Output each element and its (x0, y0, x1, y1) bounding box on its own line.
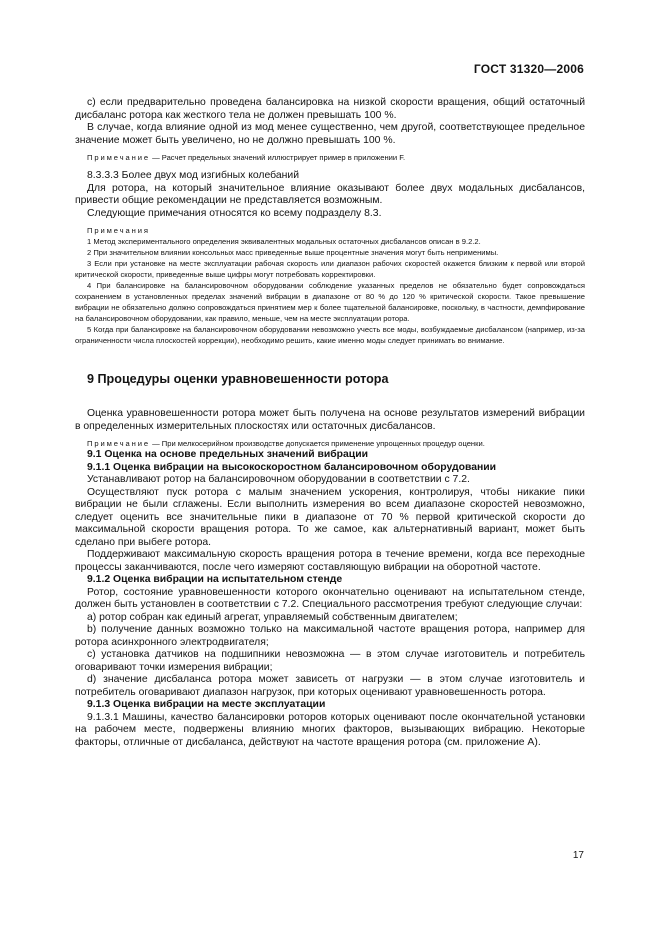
section-9-note: Примечание — При мелкосерийном производстве допускается применение упрощенных процедур оценки. (87, 439, 485, 448)
paragraph-9-1-1-b: Осуществляют пуск ротора с малым значением ускорения, контролируя, чтобы никакие пики вибрации не были сглажены. Если выполнить измерения во всем диапазоне скоростей невозможно, следует оценить все значительные пики в диапазоне от 70 % первой критической скорости до максимальной скорости вращения ротора. То же самое, как альтернативный вариант, может быть сделано при выбеге ротора. (75, 486, 585, 548)
heading-9-1-3: 9.1.3 Оценка вибрации на месте эксплуатации (87, 699, 326, 710)
page-number: 17 (572, 850, 584, 861)
section-9-title: 9 Процедуры оценки уравновешенности ротора (87, 372, 389, 386)
note-text: — Расчет предельных значений иллюстрирует пример в приложении F. (149, 153, 406, 162)
paragraph-9-1-1-c: Поддерживают максимальную скорость вращения ротора в течение времени, когда все переходные процессы заканчиваются, после чего измеряют составляющую вибрации на оборотной частоте. (75, 549, 585, 573)
section-9-intro: Оценка уравновешенности ротора может быть получена на основе результатов измерений вибрации в определенных измерительных плоскостях или остаточных дисбалансов. (75, 408, 585, 432)
list-item-b: b) получение данных возможно только на максимальной частоте вращения ротора, например для ротора асинхронного электродвигателя; (75, 624, 585, 648)
list-item-a: a) ротор собран как единый агрегат, управляемый собственным двигателем; (87, 611, 458, 623)
paragraph-8-3-scope: Следующие примечания относятся ко всему подразделу 8.3. (87, 207, 382, 219)
note-4: 4 При балансировке на балансировочном оборудовании соблюдение указанных пределов не обязательно будет сопровождаться сохранением в установленных пределах значений вибрации в диапазоне от 80 % до 120 % критической скорости. Такое превышение вибрации не обязательно должно сопровождаться принятием мер к более тщательной балансировке, поскольку, в частности, демпфирование на балансировочном оборудовании, как правило, меньше, чем на месте эксплуатации ротора. (75, 281, 585, 323)
heading-9-1-2: 9.1.2 Оценка вибрации на испытательном стенде (87, 574, 343, 585)
document-header: ГОСТ 31320—2006 (473, 62, 584, 76)
list-item-d: d) значение дисбаланса ротора может зависеть от нагрузки — в этом случае изготовитель и потребитель оговаривают диапазон нагрузок, при которых оценивают уравновешенность ротора. (75, 674, 585, 698)
page-content (75, 97, 585, 749)
notes-label: Примечания (87, 226, 150, 235)
list-item-c: c) установка датчиков на подшипники невозможна — в этом случае изготовитель и потребитель оговаривают точки измерения вибрации; (75, 649, 585, 673)
note-f (75, 152, 585, 163)
note-2: 2 При значительном влиянии консольных масс приведенные выше процентные значения могут быть неприменимы. (87, 248, 499, 257)
item-c: c) если предварительно проведена балансировка на низкой скорости вращения, общий остаточный дисбаланс ротора как жесткого тела не должен превышать 100 %. (75, 97, 585, 121)
paragraph-8-3-3-3: Для ротора, на который значительное влияние оказывают более двух модальных дисбалансов, привести общие рекомендации не представляется возможным. (75, 182, 585, 206)
paragraph-9-1-1-a: Устанавливают ротор на балансировочном оборудовании в соответствии с 7.2. (87, 474, 470, 485)
note-1: 1 Метод экспериментального определения эквивалентных модальных остаточных дисбалансов описан в 9.2.2. (87, 237, 481, 246)
heading-9-1: 9.1 Оценка на основе предельных значений вибрации (87, 449, 368, 460)
note-label: Примечание (87, 153, 150, 162)
paragraph-9-1-3-1: 9.1.3.1 Машины, качество балансировки роторов которых оценивают после окончательной установки на рабочем месте, подвержены влиянию многих факторов, вызывающих вибрацию. Некоторые факторы, отличные от дисбаланса, действуют на частоте вращения ротора (см. приложение А). (75, 711, 585, 748)
note-5: 5 Когда при балансировке на балансировочном оборудовании невозможно учесть все моды, возбуждаемые дисбалансом (например, из-за ограниченности числа плоскостей коррекции), необходимо решить, какие именно моды следует принимать во внимание. (75, 325, 585, 345)
item-c-continuation: В случае, когда влияние одной из мод менее существенно, чем другой, соответствующее предельное значение может быть увеличено, но не должно превышать 100 %. (75, 122, 585, 146)
note-3: 3 Если при установке на месте эксплуатации рабочая скорость или диапазон рабочих скоростей окажется близким к первой или второй критической скорости, приведенные выше цифры могут потребовать корректировки. (75, 259, 585, 279)
paragraph-9-1-2: Ротор, состояние уравновешенности которого окончательно оценивают на испытательном стенде, должен быть установлен в соответствии с 7.2. Специального рассмотрения требуют следующие случаи: (75, 586, 585, 610)
heading-8-3-3-3: 8.3.3.3 Более двух мод изгибных колебаний (87, 170, 299, 181)
heading-9-1-1: 9.1.1 Оценка вибрации на высокоскоростном балансировочном оборудовании (87, 461, 497, 473)
